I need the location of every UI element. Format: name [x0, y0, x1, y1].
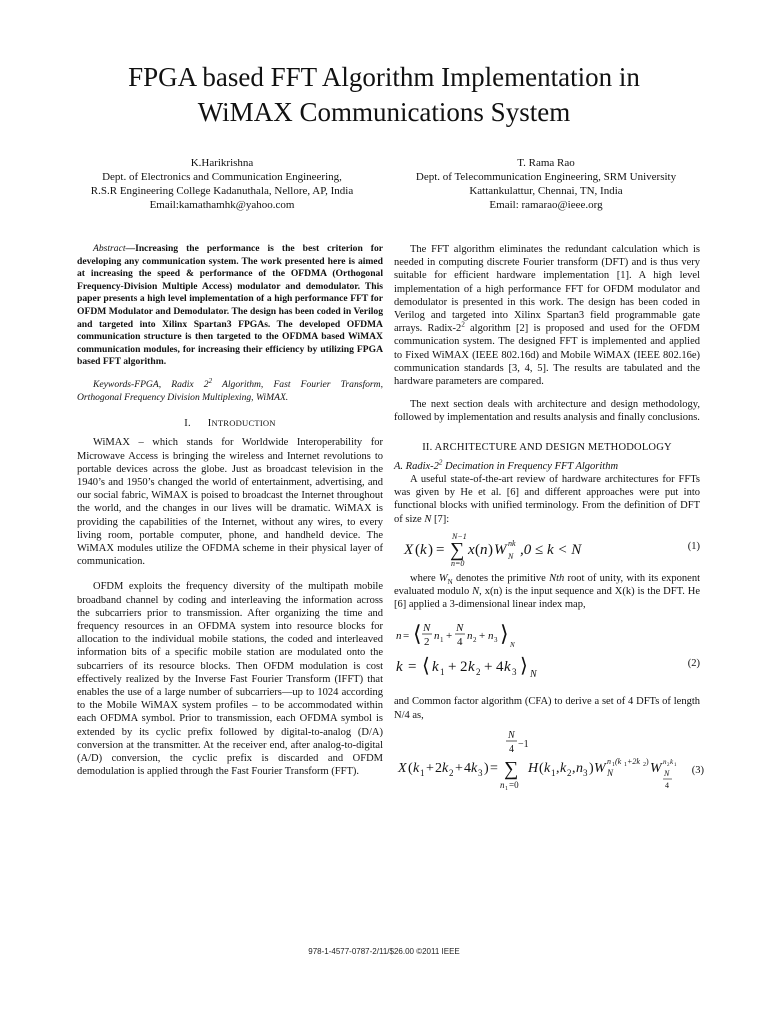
eq3-sub: 2 — [567, 767, 572, 778]
left-column — [77, 243, 383, 778]
eq3-sub: 3 — [583, 767, 588, 778]
eq2-k3: k — [504, 659, 511, 676]
equation-3-graphic — [394, 728, 684, 798]
body-text: where — [410, 572, 439, 584]
eq1-paren: ) — [488, 541, 493, 558]
eq2-sub: 3 — [512, 667, 517, 678]
eq2-sub: 2 — [473, 636, 477, 645]
keywords — [77, 376, 383, 404]
eq1-eq: = — [436, 541, 445, 558]
eq2-4: 4 — [457, 636, 463, 649]
section-title-cap: I — [207, 418, 212, 430]
author-block-1 — [64, 156, 380, 212]
body-text: denotes the primitive — [452, 572, 550, 584]
body-text: , x(n) is the input sequence and X(k) is the DFT. He [6] applied a 3-dimensional linear index map, — [394, 586, 701, 611]
keywords-text: Algorithm, Fast Fourier Transform, Orthogonal Frequency Division Multiplexing, WiMAX. — [77, 378, 383, 403]
eq2-plus: + — [479, 630, 486, 643]
eq3-upper-N: N — [508, 729, 515, 741]
eq3-W1-sup: ) — [646, 756, 649, 766]
eq3-comma: , — [572, 760, 576, 776]
eq1-X: X — [404, 541, 414, 558]
eq3-k3: k — [471, 760, 478, 776]
eq3-sub: 1 — [551, 767, 556, 778]
eq2-N: N — [456, 622, 464, 635]
body-paragraph-cfa: and Common factor algorithm (CFA) to derive a set of 4 DFTs of length N/4 as, — [394, 696, 700, 721]
eq3-W2-sup: k — [670, 757, 674, 766]
math-variable: N — [424, 513, 432, 525]
eq3-upper-4: 4 — [509, 743, 514, 755]
eq3-paren: ( — [539, 760, 544, 776]
eq3-lower-sub: 1 — [505, 785, 508, 792]
body-paragraph-next-section: The next section deals with architecture and design methodology, followed by implementation and results analysis and finally conclusions. — [394, 399, 700, 424]
eq2-n1: n — [434, 630, 440, 643]
eq2-2: 2 — [424, 636, 430, 649]
intro-paragraph-1: WiMAX – which stands for Worldwide Interoperability for Microwave Access is bringing the wireless and Internet revolutions to portable devices across the globe. Just as broadcast television in the 1940’s and 1950’s changed the world of entertainment, advertising, and our social fabric, WiMAX is poised to broadcast the Internet throughout the world, and the changes in our lives will be dramatic. WiMAX is providing the capabilities of the Internet, without any wires, to every living room, portable computer, phone, and handheld device. The WiMAX modules utilize the OFDMA scheme in their physical layer of communication. — [77, 437, 383, 568]
author-affiliation: Kattankulattur, Chennai, TN, India — [469, 185, 623, 197]
eq2-n3: n — [488, 630, 494, 643]
eq3-W1-sup: n — [607, 756, 611, 766]
intro-paragraph-2: OFDM exploits the frequency diversity of the multipath mobile broadband channel by coding and interleaving the information across the subcarriers prior to transmission. After organizing the time and frequency resources in an OFDMA system into resource blocks for allocation to the individual mobile stations, the coded and interleaved information bits of a specific mobile station are modulated onto the subcarriers of its resource blocks. Then OFDM modulation is cost effectively realized by the Inverse Fast Fourier Transform (IFFT) that enables the use of a large number of subcarriers—up to 1024 according to the Mobile WiMAX system profiles – to be accommodated within each OFDMA symbol. Prior to transmission, each OFDMA symbol is extended by its cyclic prefix followed by digital-to-analog (D/A) conversion at the transmitter. At the receiver end, after analog-to-digital (A/D) conversion, the cyclic prefix is discarded and OFDM demodulation is applied through the Fast Fourier Transform (FFT). — [77, 581, 383, 778]
body-text: algorithm [2] is proposed and used for the OFDM communication system. The designed FFT is implemented and applied to Fixed WiMAX (IEEE 802.16d) and Mobile WiMAX (IEEE 802.16e) communication standards [3, 4, 5]. The results are tabulated and the hardware parameters are compared. — [394, 323, 700, 388]
math-sub: N — [447, 577, 453, 586]
eq3-sum: ∑ — [504, 757, 519, 780]
eq3-k1: k — [413, 760, 420, 776]
copyright-footer: 978-1-4577-0787-2/11/$26.00 ©2011 IEEE — [308, 947, 460, 956]
paper-title — [40, 60, 728, 130]
eq3-W2-sup: 1 — [674, 762, 677, 768]
body-paragraph-dft — [394, 473, 700, 526]
subsection-sup: 2 — [438, 458, 443, 467]
body-paragraph-fft — [394, 243, 700, 388]
radix-sup: 2 — [461, 320, 465, 329]
eq2-sub: 3 — [494, 636, 498, 645]
equation-1 — [394, 530, 700, 566]
eq2-eq: = — [408, 659, 417, 676]
eq1-lower: n=0 — [451, 558, 465, 568]
eq1-W-sup: nk — [508, 538, 516, 548]
eq3-W1-sup: 1 — [612, 761, 615, 768]
author-affiliation: Dept. of Electronics and Communication Engineering, — [102, 171, 342, 183]
eq3-comma: , — [556, 760, 560, 776]
eq1-paren: ( — [415, 541, 420, 558]
eq3-W1-sup: +2k — [627, 756, 640, 766]
eq1-paren: ( — [475, 541, 480, 558]
eq2-n: n — [396, 630, 402, 643]
eq2-sub: 1 — [440, 636, 444, 645]
eq1-W: W — [494, 541, 507, 558]
eq3-X: X — [398, 760, 407, 776]
body-paragraph-where — [394, 572, 700, 612]
equation-number: (2) — [687, 658, 700, 670]
eq3-sub: 1 — [420, 767, 425, 778]
eq3-lower-eq: =0 — [509, 779, 519, 790]
eq2-k1: k — [432, 659, 439, 676]
eq3-lower-n: n — [500, 779, 505, 790]
eq3-H: H — [528, 760, 539, 776]
eq1-sum: ∑ — [450, 538, 465, 561]
abstract-dash: — — [125, 243, 136, 254]
eq1-W-sub: N — [508, 551, 514, 561]
eq1-upper: N−1 — [452, 531, 467, 541]
eq2-k: k — [396, 659, 403, 676]
equation-number: (1) — [687, 540, 700, 552]
eq2-2: 2 — [460, 659, 468, 676]
math-variable: N — [472, 586, 480, 598]
subsection-heading-radix — [394, 460, 700, 473]
eq3-W1: W — [594, 760, 606, 776]
section-heading-architecture: II. ARCHITECTURE AND DESIGN METHODOLOGY — [422, 441, 672, 453]
eq3-Hn3: n — [576, 760, 583, 776]
body-text: The FFT algorithm eliminates the redundant calculation which is needed in computing discrete Fourier transform (DFT) and is thus very suitable for efficient hardware implementation [1]. A high level implementation of a high performance FFT for OFDM modulator and demodulator is presented in this work. The design has been coded in Verilog and targeted into Xilinx Spartan3 field programmable gate arrays. Radix-2 — [394, 244, 700, 335]
right-column — [394, 243, 704, 804]
eq2-plus: + — [448, 659, 457, 676]
equation-number: (3) — [691, 764, 704, 776]
keywords-sup: 2 — [208, 376, 213, 385]
section-title-rest: NTRODUCTION — [211, 418, 276, 429]
eq3-plus: + — [455, 760, 463, 776]
abstract-label: Abstract — [93, 243, 126, 254]
equation-2 — [394, 619, 700, 681]
eq3-plus: + — [426, 760, 434, 776]
eq3-W2-sup: n — [663, 757, 667, 766]
author-block-2 — [388, 156, 704, 212]
keywords-text: Keywords-FPGA, Radix 2 — [93, 378, 209, 390]
author-affiliation: R.S.R Engineering College Kadanuthala, Nellore, AP, India — [90, 185, 354, 197]
eq3-4: 4 — [464, 760, 471, 776]
eq3-W2-sup: 2 — [667, 762, 670, 768]
section-number: I. — [184, 418, 191, 430]
body-text: [7]: — [431, 513, 450, 525]
eq1-n: n — [480, 541, 488, 558]
subsection-text: Decimation in Frequency FFT Algorithm — [442, 460, 619, 472]
eq3-eq: = — [490, 760, 498, 776]
equation-1-graphic — [402, 530, 662, 568]
eq2-sub: 2 — [476, 667, 481, 678]
eq3-Hk1: k — [544, 760, 551, 776]
equation-3 — [394, 728, 704, 798]
eq2-4: 4 — [496, 659, 504, 676]
author-email: Email: ramarao@ieee.org — [489, 199, 603, 211]
eq1-paren: ) — [428, 541, 433, 558]
author-name: K.Harikrishna — [190, 157, 254, 169]
eq3-2: 2 — [435, 760, 442, 776]
eq2-n2: n — [467, 630, 473, 643]
eq3-sub: 3 — [478, 767, 483, 778]
eq3-paren: ) — [589, 760, 594, 776]
body-text: A useful state-of-the-art review of hardware architectures for FFTs was given by He et al. [6] and different approaches were put into functional blocks with unified terminology. From the definition of DFT of size — [394, 474, 700, 525]
eq3-paren: ) — [484, 760, 489, 776]
eq2-plus: + — [446, 630, 453, 643]
eq2-sub: 1 — [440, 667, 445, 678]
math-variable: W — [438, 572, 448, 584]
eq3-upper-m1: −1 — [518, 738, 529, 750]
eq2-modN: N — [530, 669, 537, 681]
eq2-k2: k — [468, 659, 475, 676]
eq2-angle: ⟩ — [520, 655, 528, 678]
eq2-angle: ⟨ — [413, 621, 422, 647]
eq3-W1-sup: 1 — [624, 761, 627, 768]
abstract-text: Increasing the performance is the best criterion for developing any communication system. The work presented here is aimed at increasing the speed & performance of the OFDMA (Orthogonal Frequency-Division Multiple Access) modulator and demodulator. This paper presents a high level implementation of a high performance FFT for OFDM Modulator and Demodulator. The design has been coded in Verilog and targeted into Xilinx Spartan3 FPGAs. The developed OFDMA communication structure is then targeted to the OFDMA based WiMAX communication modules, for increasing their efficiency by utilizing FPGA based FFT algorithm. — [77, 243, 383, 368]
eq1-condition: ,0 ≤ k < N — [520, 541, 582, 558]
eq2-N: N — [423, 622, 431, 635]
author-affiliation: Dept. of Telecommunication Engineering, SRM University — [415, 171, 677, 183]
eq3-W2-sub: N — [664, 768, 670, 778]
section-heading-introduction — [77, 417, 383, 430]
eq3-W1-sup: 2 — [643, 761, 646, 768]
eq3-W2-sub: 4 — [665, 780, 669, 790]
title-line-1: FPGA based FFT Algorithm Implementation in — [128, 62, 640, 92]
eq2-modN: N — [510, 641, 515, 650]
eq2-angle: ⟨ — [422, 655, 430, 678]
author-name: T. Rama Rao — [517, 157, 575, 169]
abstract — [77, 243, 383, 369]
eq1-k: k — [420, 541, 427, 558]
equation-2-graphic — [394, 619, 654, 681]
eq2-angle: ⟩ — [500, 621, 509, 647]
eq3-paren: ( — [408, 760, 413, 776]
eq2-plus: + — [484, 659, 493, 676]
title-line-2: WiMAX Communications System — [197, 97, 571, 127]
eq2-eq: = — [403, 630, 410, 643]
eq3-W2: W — [650, 760, 662, 776]
eq3-W1-sub: N — [607, 767, 614, 778]
subsection-text: A. Radix-2 — [394, 460, 439, 472]
eq3-Hk2: k — [560, 760, 567, 776]
body-text: root of unity, with its exponent evaluated modulo — [394, 572, 700, 598]
eq3-W1-sup: (k — [615, 756, 622, 766]
math-variable: Nth — [549, 572, 565, 584]
eq1-x: x — [468, 541, 475, 558]
eq3-sub: 2 — [449, 767, 454, 778]
eq3-k2: k — [442, 760, 449, 776]
author-email: Email:kamathamhk@yahoo.com — [149, 199, 295, 211]
